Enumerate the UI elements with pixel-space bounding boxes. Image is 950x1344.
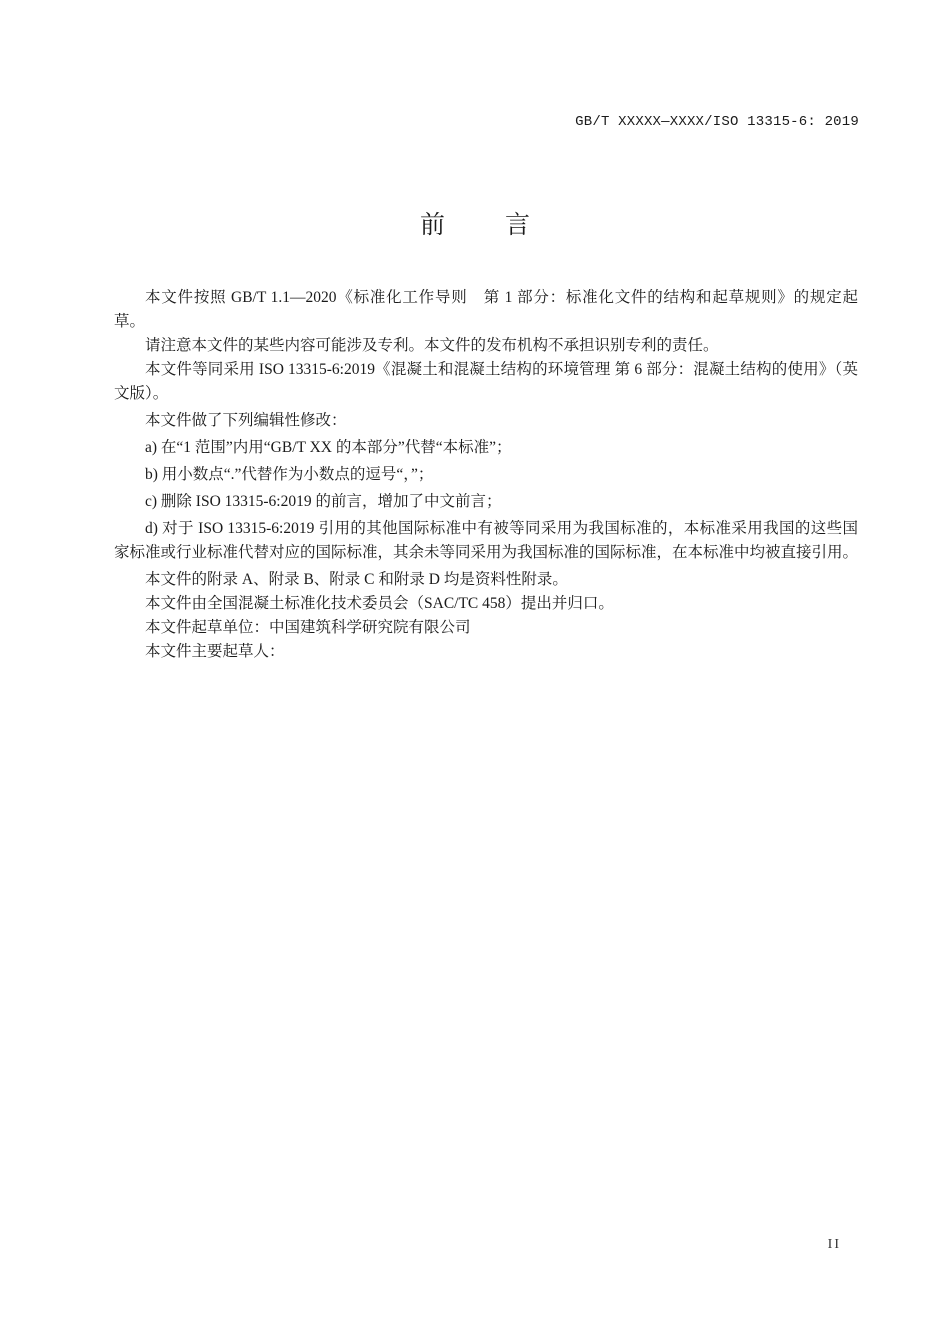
paragraph-annexes: 本文件的附录 A、附录 B、附录 C 和附录 D 均是资料性附录。 (145, 571, 568, 588)
paragraph-adoption: 本文件等同采用 ISO 13315-6:2019《混凝土和混凝土结构的环境管理 第 6 部分：混凝土结构的使用》（英文版）。 (114, 361, 858, 402)
list-item-change-c: c) 删除 ISO 13315-6:2019 的前言，增加了中文前言； (145, 493, 502, 510)
list-item-change-b: b) 用小数点“.”代替作为小数点的逗号“，”； (145, 466, 434, 483)
paragraph-proposer: 本文件由全国混凝土标准化技术委员会（SAC/TC 458）提出并归口。 (145, 595, 614, 612)
page-number: II (827, 1237, 841, 1252)
paragraph-main-drafters: 本文件主要起草人： (145, 643, 285, 660)
list-item-change-a: a) 在“1 范围”内用“GB/T XX 的本部分”代替“本标准”； (145, 439, 512, 456)
paragraph-editorial-changes-intro: 本文件做了下列编辑性修改： (145, 412, 347, 429)
list-item-change-d: d) 对于 ISO 13315-6:2019 引用的其他国际标准中有被等同采用为我国标准的，本标准采用我国的这些国家标准或行业标准代替对应的国际标准，其余未等同采用为我国标准的国际标准，在本标准中均被直接引用。 (114, 520, 859, 561)
paragraph-drafting-basis: 本文件按照 GB/T 1.1—2020《标准化工作导则 第 1 部分：标准化文件的结构和起草规则》的规定起草。 (114, 289, 858, 330)
foreword-body (114, 286, 858, 664)
paragraph-patent-notice: 请注意本文件的某些内容可能涉及专利。本文件的发布机构不承担识别专利的责任。 (145, 337, 719, 354)
paragraph-drafting-organization: 本文件起草单位：中国建筑科学研究院有限公司 (145, 619, 471, 636)
page-title: 前 言 (420, 210, 556, 239)
standard-code-header: GB/T XXXXX—XXXX/ISO 13315-6: 2019 (575, 114, 859, 130)
